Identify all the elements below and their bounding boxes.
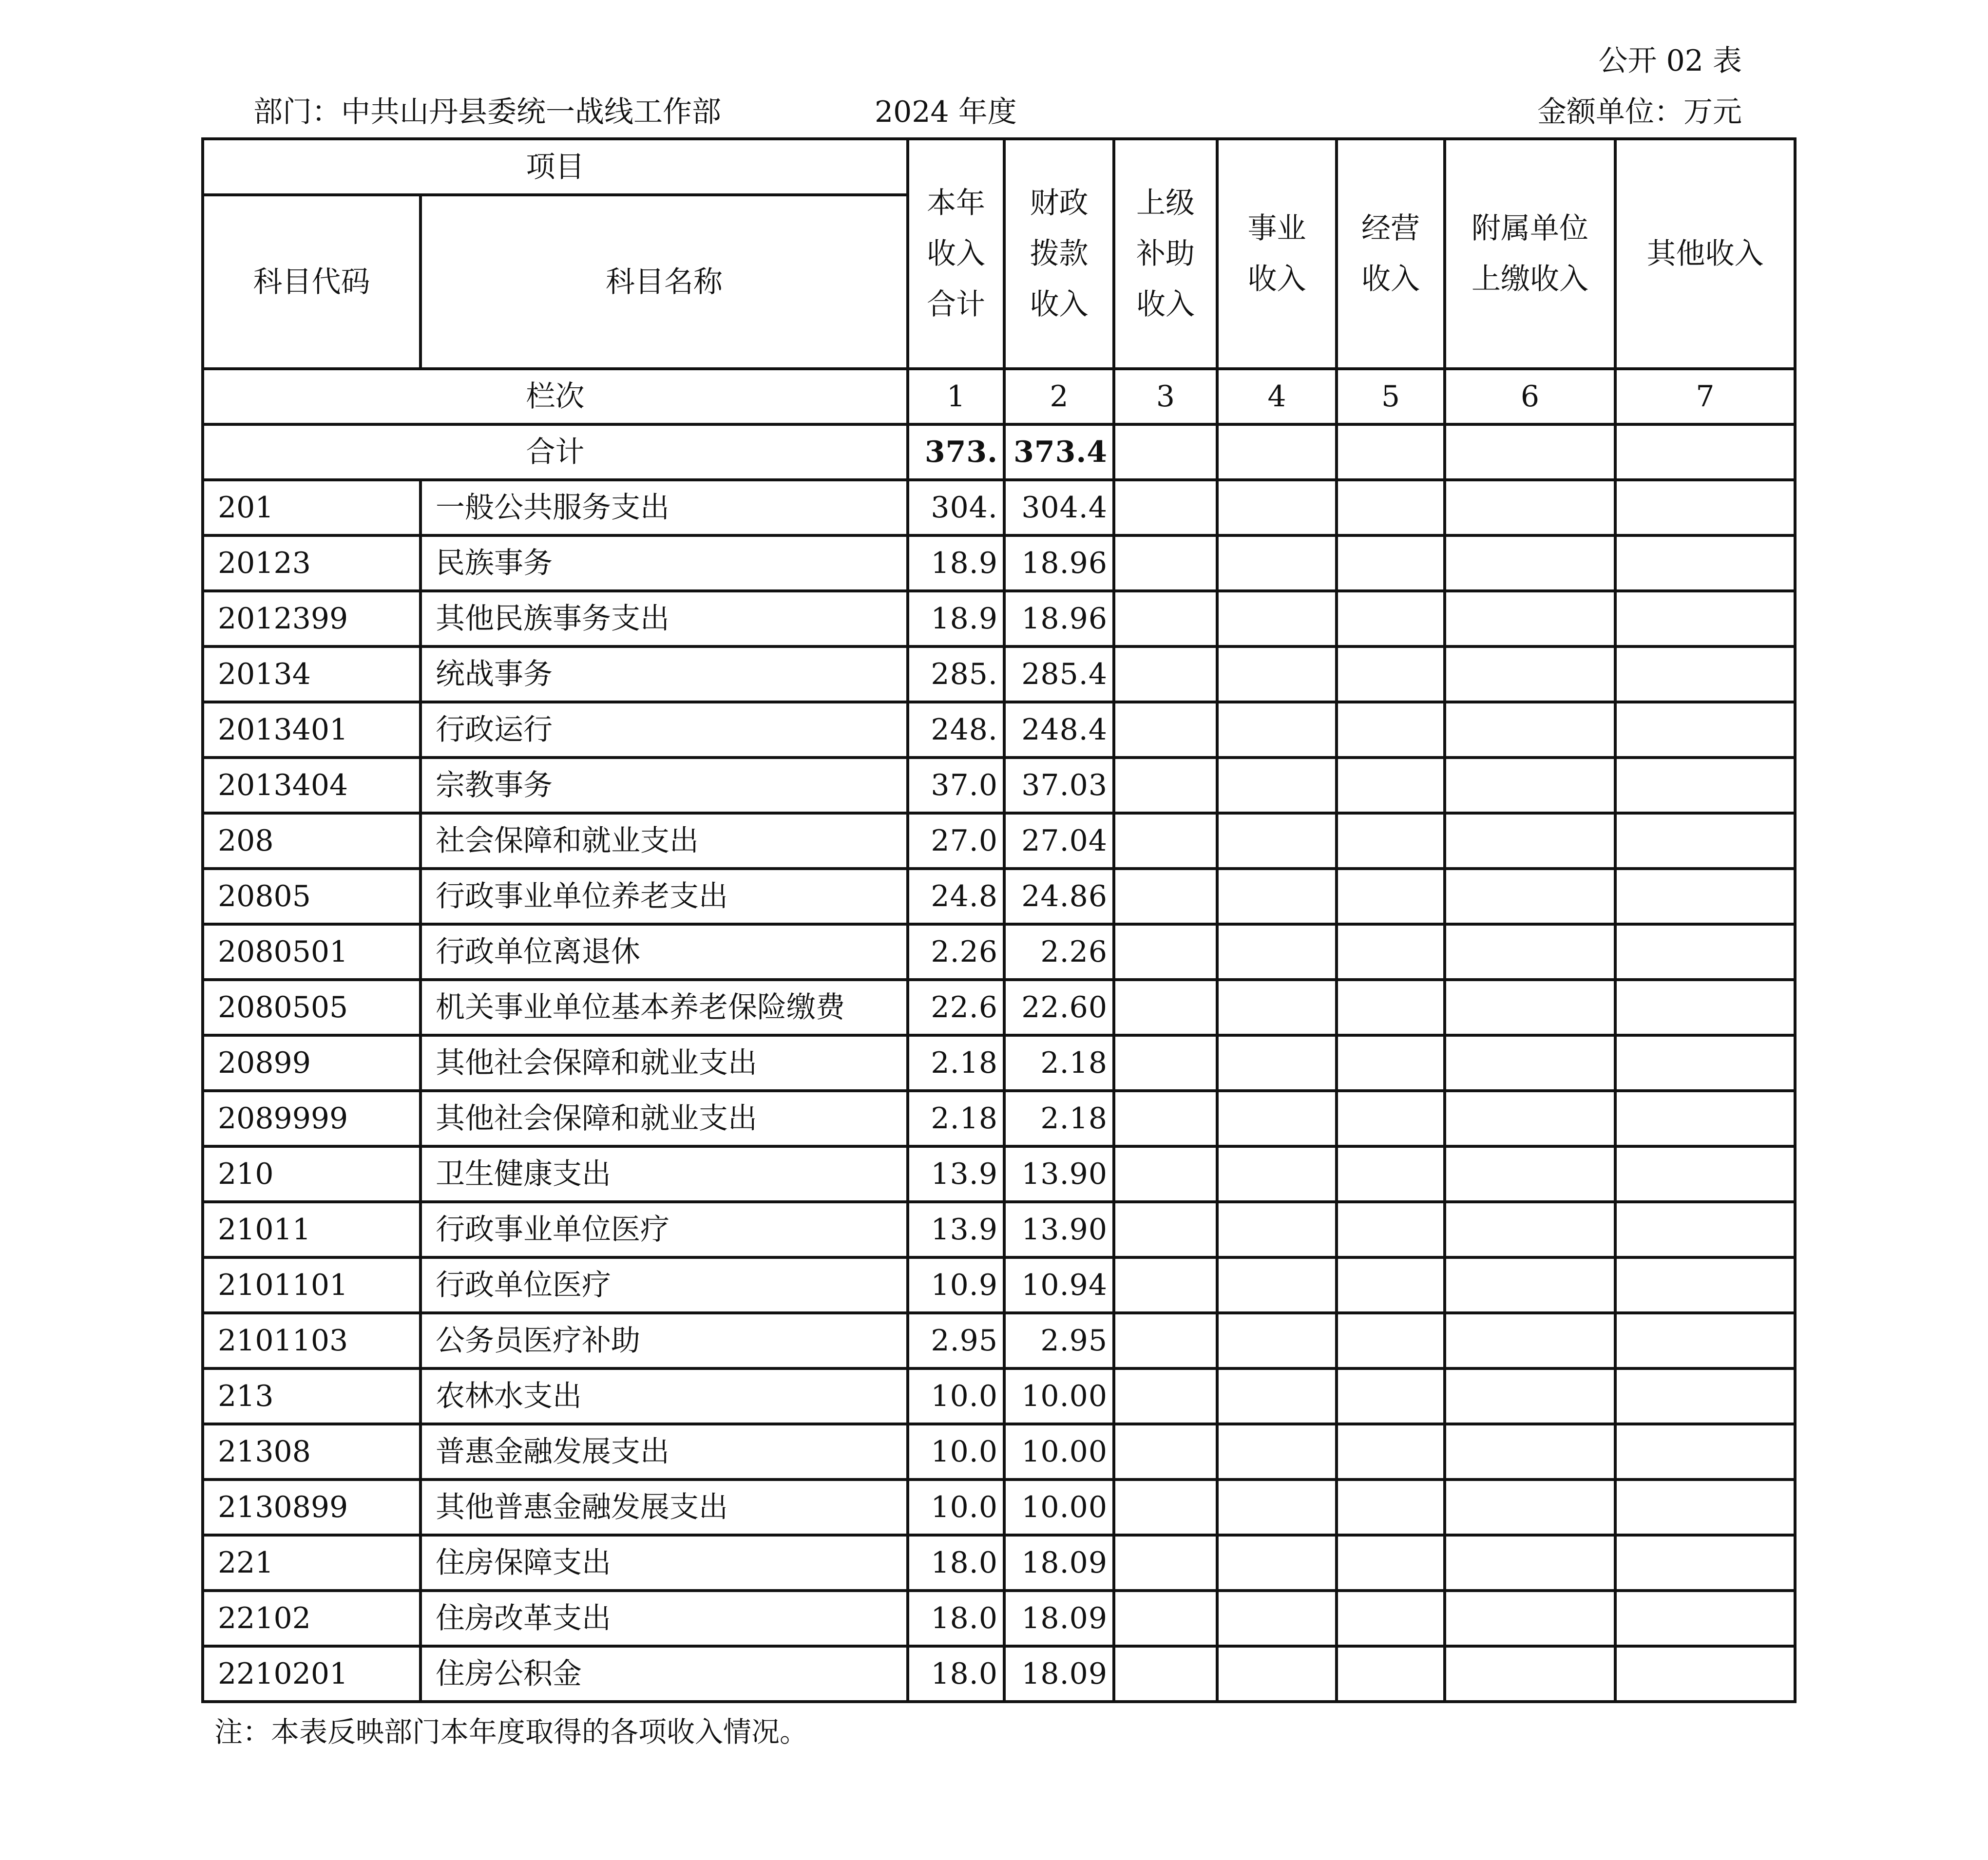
empty-cell bbox=[1445, 1480, 1615, 1535]
row-code: 2013401 bbox=[203, 702, 421, 758]
row-name: 行政单位离退休 bbox=[421, 924, 908, 980]
row-col1: 304. bbox=[908, 480, 1004, 535]
department-label: 部门：中共山丹县委统一战线工作部 bbox=[253, 95, 721, 129]
row-col1: 27.0 bbox=[908, 813, 1004, 869]
empty-cell bbox=[1217, 702, 1337, 758]
row-col1: 2.26 bbox=[908, 924, 1004, 980]
empty-cell bbox=[1337, 591, 1445, 646]
row-col2: 10.00 bbox=[1004, 1368, 1114, 1424]
table-row bbox=[203, 1091, 1795, 1146]
row-name: 一般公共服务支出 bbox=[421, 480, 908, 535]
table-row bbox=[203, 813, 1795, 869]
empty-cell bbox=[1445, 646, 1615, 702]
row-code: 221 bbox=[203, 1535, 421, 1591]
table-row bbox=[203, 1480, 1795, 1535]
empty-cell bbox=[1445, 591, 1615, 646]
table-row bbox=[203, 1535, 1795, 1591]
col4-header-line: 收入 bbox=[1247, 262, 1306, 296]
empty-cell bbox=[1114, 813, 1217, 869]
empty-cell bbox=[1217, 535, 1337, 591]
empty-cell bbox=[1615, 1368, 1795, 1424]
empty-cell bbox=[1445, 1368, 1615, 1424]
empty-cell bbox=[1337, 758, 1445, 813]
row-name: 机关事业单位基本养老保险缴费 bbox=[421, 980, 908, 1035]
empty-cell bbox=[1217, 646, 1337, 702]
row-name: 农林水支出 bbox=[421, 1368, 908, 1424]
empty-cell bbox=[1615, 1313, 1795, 1368]
total-col2: 373.4 bbox=[1004, 424, 1114, 480]
empty-cell bbox=[1217, 1424, 1337, 1480]
table-row bbox=[203, 480, 1795, 535]
empty-cell bbox=[1615, 1535, 1795, 1591]
project-header: 项目 bbox=[203, 139, 908, 195]
empty-cell bbox=[1217, 591, 1337, 646]
row-col1: 2.95 bbox=[908, 1313, 1004, 1368]
footnote: 注：本表反映部门本年度取得的各项收入情况。 bbox=[214, 1715, 808, 1748]
table-row bbox=[203, 1202, 1795, 1257]
index-cell: 2 bbox=[1004, 369, 1114, 424]
empty-cell bbox=[1445, 1313, 1615, 1368]
empty-cell bbox=[1445, 424, 1615, 480]
row-col1: 2.18 bbox=[908, 1035, 1004, 1091]
table-row bbox=[203, 646, 1795, 702]
empty-cell bbox=[1445, 1424, 1615, 1480]
empty-cell bbox=[1337, 980, 1445, 1035]
row-name: 住房公积金 bbox=[421, 1646, 908, 1702]
table-row bbox=[203, 869, 1795, 924]
empty-cell bbox=[1445, 758, 1615, 813]
year-label: 2024 年度 bbox=[875, 95, 1017, 129]
empty-cell bbox=[1217, 758, 1337, 813]
empty-cell bbox=[1615, 1591, 1795, 1646]
row-col2: 18.96 bbox=[1004, 591, 1114, 646]
table-row bbox=[203, 924, 1795, 980]
empty-cell bbox=[1217, 980, 1337, 1035]
empty-cell bbox=[1114, 758, 1217, 813]
col5-header-line: 经营 bbox=[1361, 211, 1420, 246]
empty-cell bbox=[1337, 1257, 1445, 1313]
index-cell: 4 bbox=[1217, 369, 1337, 424]
row-code: 21011 bbox=[203, 1202, 421, 1257]
table-row bbox=[203, 535, 1795, 591]
empty-cell bbox=[1217, 1480, 1337, 1535]
empty-cell bbox=[1217, 1035, 1337, 1091]
empty-cell bbox=[1337, 1313, 1445, 1368]
empty-cell bbox=[1615, 1424, 1795, 1480]
empty-cell bbox=[1445, 480, 1615, 535]
empty-cell bbox=[1615, 980, 1795, 1035]
row-code: 22102 bbox=[203, 1591, 421, 1646]
row-col1: 10.0 bbox=[908, 1424, 1004, 1480]
empty-cell bbox=[1337, 924, 1445, 980]
col7-header: 其他收入 bbox=[1615, 139, 1795, 369]
row-col1: 18.9 bbox=[908, 535, 1004, 591]
empty-cell bbox=[1217, 1313, 1337, 1368]
row-code: 208 bbox=[203, 813, 421, 869]
row-col2: 24.86 bbox=[1004, 869, 1114, 924]
total-label: 合计 bbox=[203, 424, 908, 480]
empty-cell bbox=[1445, 1091, 1615, 1146]
total-col1: 373. bbox=[908, 424, 1004, 480]
col1-header-line: 本年 bbox=[927, 186, 985, 220]
row-code: 2101103 bbox=[203, 1313, 421, 1368]
empty-cell bbox=[1114, 1480, 1217, 1535]
row-col1: 10.0 bbox=[908, 1480, 1004, 1535]
row-col1: 18.0 bbox=[908, 1591, 1004, 1646]
row-name: 行政单位医疗 bbox=[421, 1257, 908, 1313]
table-row bbox=[203, 1035, 1795, 1091]
empty-cell bbox=[1615, 1646, 1795, 1702]
row-code: 2089999 bbox=[203, 1091, 421, 1146]
row-name: 行政事业单位养老支出 bbox=[421, 869, 908, 924]
empty-cell bbox=[1445, 1257, 1615, 1313]
empty-cell bbox=[1337, 480, 1445, 535]
empty-cell bbox=[1337, 869, 1445, 924]
unit-label: 金额单位：万元 bbox=[1537, 95, 1742, 129]
empty-cell bbox=[1615, 591, 1795, 646]
empty-cell bbox=[1615, 1035, 1795, 1091]
col1-header-line: 收入 bbox=[927, 237, 985, 271]
empty-cell bbox=[1337, 1646, 1445, 1702]
row-col1: 37.0 bbox=[908, 758, 1004, 813]
empty-cell bbox=[1337, 1091, 1445, 1146]
row-col1: 18.9 bbox=[908, 591, 1004, 646]
empty-cell bbox=[1445, 980, 1615, 1035]
col3-header bbox=[1114, 139, 1217, 369]
empty-cell bbox=[1114, 1313, 1217, 1368]
table-row bbox=[203, 1368, 1795, 1424]
col5-header bbox=[1337, 139, 1445, 369]
table-row bbox=[203, 591, 1795, 646]
row-col2: 285.4 bbox=[1004, 646, 1114, 702]
empty-cell bbox=[1217, 1202, 1337, 1257]
row-name: 行政事业单位医疗 bbox=[421, 1202, 908, 1257]
empty-cell bbox=[1337, 1591, 1445, 1646]
code-header: 科目代码 bbox=[203, 195, 421, 369]
empty-cell bbox=[1114, 702, 1217, 758]
empty-cell bbox=[1615, 1480, 1795, 1535]
row-code: 21308 bbox=[203, 1424, 421, 1480]
empty-cell bbox=[1114, 869, 1217, 924]
empty-cell bbox=[1337, 1368, 1445, 1424]
empty-cell bbox=[1114, 1424, 1217, 1480]
row-col1: 22.6 bbox=[908, 980, 1004, 1035]
col3-header-line: 收入 bbox=[1136, 287, 1195, 322]
empty-cell bbox=[1337, 535, 1445, 591]
col2-header-line: 财政 bbox=[1030, 186, 1089, 220]
table-row bbox=[203, 758, 1795, 813]
row-name: 其他民族事务支出 bbox=[421, 591, 908, 646]
empty-cell bbox=[1114, 924, 1217, 980]
row-name: 宗教事务 bbox=[421, 758, 908, 813]
index-label: 栏次 bbox=[203, 369, 908, 424]
row-name: 其他社会保障和就业支出 bbox=[421, 1091, 908, 1146]
row-name: 行政运行 bbox=[421, 702, 908, 758]
empty-cell bbox=[1114, 424, 1217, 480]
empty-cell bbox=[1337, 1202, 1445, 1257]
table-row bbox=[203, 1591, 1795, 1646]
row-code: 201 bbox=[203, 480, 421, 535]
total-row bbox=[203, 424, 1795, 480]
col1-header-line: 合计 bbox=[927, 287, 985, 322]
empty-cell bbox=[1114, 1035, 1217, 1091]
empty-cell bbox=[1615, 535, 1795, 591]
row-name: 其他社会保障和就业支出 bbox=[421, 1035, 908, 1091]
row-col1: 10.9 bbox=[908, 1257, 1004, 1313]
empty-cell bbox=[1615, 480, 1795, 535]
empty-cell bbox=[1217, 480, 1337, 535]
row-name: 普惠金融发展支出 bbox=[421, 1424, 908, 1480]
row-col1: 24.8 bbox=[908, 869, 1004, 924]
empty-cell bbox=[1445, 702, 1615, 758]
row-name: 住房保障支出 bbox=[421, 1535, 908, 1591]
row-col2: 10.00 bbox=[1004, 1480, 1114, 1535]
row-col2: 27.04 bbox=[1004, 813, 1114, 869]
row-col2: 10.00 bbox=[1004, 1424, 1114, 1480]
row-col2: 2.95 bbox=[1004, 1313, 1114, 1368]
col2-header-line: 拨款 bbox=[1030, 237, 1089, 271]
row-col2: 18.96 bbox=[1004, 535, 1114, 591]
empty-cell bbox=[1114, 980, 1217, 1035]
empty-cell bbox=[1615, 424, 1795, 480]
empty-cell bbox=[1114, 646, 1217, 702]
col3-header-line: 补助 bbox=[1136, 237, 1195, 271]
col1-header bbox=[908, 139, 1004, 369]
row-code: 210 bbox=[203, 1146, 421, 1202]
col3-header-line: 上级 bbox=[1136, 186, 1195, 220]
empty-cell bbox=[1114, 1591, 1217, 1646]
empty-cell bbox=[1337, 1146, 1445, 1202]
empty-cell bbox=[1445, 1591, 1615, 1646]
col2-header bbox=[1004, 139, 1114, 369]
empty-cell bbox=[1615, 1091, 1795, 1146]
row-code: 20134 bbox=[203, 646, 421, 702]
empty-cell bbox=[1445, 869, 1615, 924]
empty-cell bbox=[1615, 813, 1795, 869]
empty-cell bbox=[1114, 1646, 1217, 1702]
empty-cell bbox=[1337, 1424, 1445, 1480]
row-col1: 10.0 bbox=[908, 1368, 1004, 1424]
empty-cell bbox=[1615, 646, 1795, 702]
index-cell: 5 bbox=[1337, 369, 1445, 424]
empty-cell bbox=[1217, 1535, 1337, 1591]
row-col1: 2.18 bbox=[908, 1091, 1004, 1146]
empty-cell bbox=[1114, 1535, 1217, 1591]
row-col1: 18.0 bbox=[908, 1535, 1004, 1591]
row-name: 民族事务 bbox=[421, 535, 908, 591]
row-name: 卫生健康支出 bbox=[421, 1146, 908, 1202]
row-col2: 37.03 bbox=[1004, 758, 1114, 813]
row-col1: 13.9 bbox=[908, 1202, 1004, 1257]
empty-cell bbox=[1445, 813, 1615, 869]
row-code: 2013404 bbox=[203, 758, 421, 813]
empty-cell bbox=[1337, 1535, 1445, 1591]
col6-header bbox=[1445, 139, 1615, 369]
row-col2: 2.26 bbox=[1004, 924, 1114, 980]
row-code: 2080505 bbox=[203, 980, 421, 1035]
row-col1: 248. bbox=[908, 702, 1004, 758]
row-col2: 18.09 bbox=[1004, 1646, 1114, 1702]
row-name: 统战事务 bbox=[421, 646, 908, 702]
row-code: 20805 bbox=[203, 869, 421, 924]
table-row bbox=[203, 1313, 1795, 1368]
empty-cell bbox=[1217, 924, 1337, 980]
empty-cell bbox=[1217, 1591, 1337, 1646]
row-col2: 248.4 bbox=[1004, 702, 1114, 758]
table-row bbox=[203, 1257, 1795, 1313]
empty-cell bbox=[1337, 424, 1445, 480]
empty-cell bbox=[1615, 1146, 1795, 1202]
name-header: 科目名称 bbox=[421, 195, 908, 369]
row-col2: 18.09 bbox=[1004, 1591, 1114, 1646]
col4-header-line: 事业 bbox=[1247, 211, 1306, 246]
empty-cell bbox=[1217, 869, 1337, 924]
empty-cell bbox=[1615, 1257, 1795, 1313]
row-code: 2012399 bbox=[203, 591, 421, 646]
row-col2: 22.60 bbox=[1004, 980, 1114, 1035]
empty-cell bbox=[1217, 813, 1337, 869]
col2-header-line: 收入 bbox=[1030, 287, 1089, 322]
row-col2: 18.09 bbox=[1004, 1535, 1114, 1591]
row-code: 20899 bbox=[203, 1035, 421, 1091]
row-name: 住房改革支出 bbox=[421, 1591, 908, 1646]
index-cell: 7 bbox=[1615, 369, 1795, 424]
empty-cell bbox=[1445, 924, 1615, 980]
empty-cell bbox=[1337, 813, 1445, 869]
table-row bbox=[203, 1646, 1795, 1702]
empty-cell bbox=[1337, 1035, 1445, 1091]
row-col2: 2.18 bbox=[1004, 1035, 1114, 1091]
empty-cell bbox=[1114, 1202, 1217, 1257]
empty-cell bbox=[1217, 1257, 1337, 1313]
col6-header-line: 上缴收入 bbox=[1472, 262, 1588, 296]
row-col2: 13.90 bbox=[1004, 1202, 1114, 1257]
row-col2: 2.18 bbox=[1004, 1091, 1114, 1146]
empty-cell bbox=[1217, 1368, 1337, 1424]
empty-cell bbox=[1445, 1202, 1615, 1257]
empty-cell bbox=[1615, 924, 1795, 980]
row-code: 213 bbox=[203, 1368, 421, 1424]
index-cell: 6 bbox=[1445, 369, 1615, 424]
table-row bbox=[203, 980, 1795, 1035]
row-code: 2210201 bbox=[203, 1646, 421, 1702]
empty-cell bbox=[1337, 1480, 1445, 1535]
empty-cell bbox=[1337, 702, 1445, 758]
row-col1: 285. bbox=[908, 646, 1004, 702]
row-code: 2080501 bbox=[203, 924, 421, 980]
row-name: 社会保障和就业支出 bbox=[421, 813, 908, 869]
empty-cell bbox=[1114, 1091, 1217, 1146]
col4-header bbox=[1217, 139, 1337, 369]
empty-cell bbox=[1445, 1035, 1615, 1091]
row-code: 2101101 bbox=[203, 1257, 421, 1313]
table-row bbox=[203, 1424, 1795, 1480]
empty-cell bbox=[1114, 535, 1217, 591]
empty-cell bbox=[1217, 1646, 1337, 1702]
empty-cell bbox=[1445, 1646, 1615, 1702]
empty-cell bbox=[1615, 758, 1795, 813]
income-table bbox=[201, 137, 1797, 1703]
empty-cell bbox=[1217, 424, 1337, 480]
empty-cell bbox=[1217, 1091, 1337, 1146]
empty-cell bbox=[1445, 1146, 1615, 1202]
row-col1: 13.9 bbox=[908, 1146, 1004, 1202]
row-col2: 13.90 bbox=[1004, 1146, 1114, 1202]
col6-header-line: 附属单位 bbox=[1472, 211, 1588, 246]
empty-cell bbox=[1114, 1368, 1217, 1424]
row-col2: 10.94 bbox=[1004, 1257, 1114, 1313]
row-code: 2130899 bbox=[203, 1480, 421, 1535]
empty-cell bbox=[1114, 1146, 1217, 1202]
index-cell: 1 bbox=[908, 369, 1004, 424]
table-row bbox=[203, 1146, 1795, 1202]
empty-cell bbox=[1615, 1202, 1795, 1257]
empty-cell bbox=[1114, 480, 1217, 535]
empty-cell bbox=[1445, 535, 1615, 591]
col5-header-line: 收入 bbox=[1361, 262, 1420, 296]
empty-cell bbox=[1217, 1146, 1337, 1202]
empty-cell bbox=[1445, 1535, 1615, 1591]
row-col1: 18.0 bbox=[908, 1646, 1004, 1702]
empty-cell bbox=[1615, 702, 1795, 758]
empty-cell bbox=[1615, 869, 1795, 924]
empty-cell bbox=[1114, 1257, 1217, 1313]
row-col2: 304.4 bbox=[1004, 480, 1114, 535]
table-row bbox=[203, 702, 1795, 758]
form-label: 公开 02 表 bbox=[1598, 44, 1742, 78]
empty-cell bbox=[1337, 646, 1445, 702]
row-name: 公务员医疗补助 bbox=[421, 1313, 908, 1368]
empty-cell bbox=[1114, 591, 1217, 646]
index-cell: 3 bbox=[1114, 369, 1217, 424]
row-name: 其他普惠金融发展支出 bbox=[421, 1480, 908, 1535]
row-code: 20123 bbox=[203, 535, 421, 591]
